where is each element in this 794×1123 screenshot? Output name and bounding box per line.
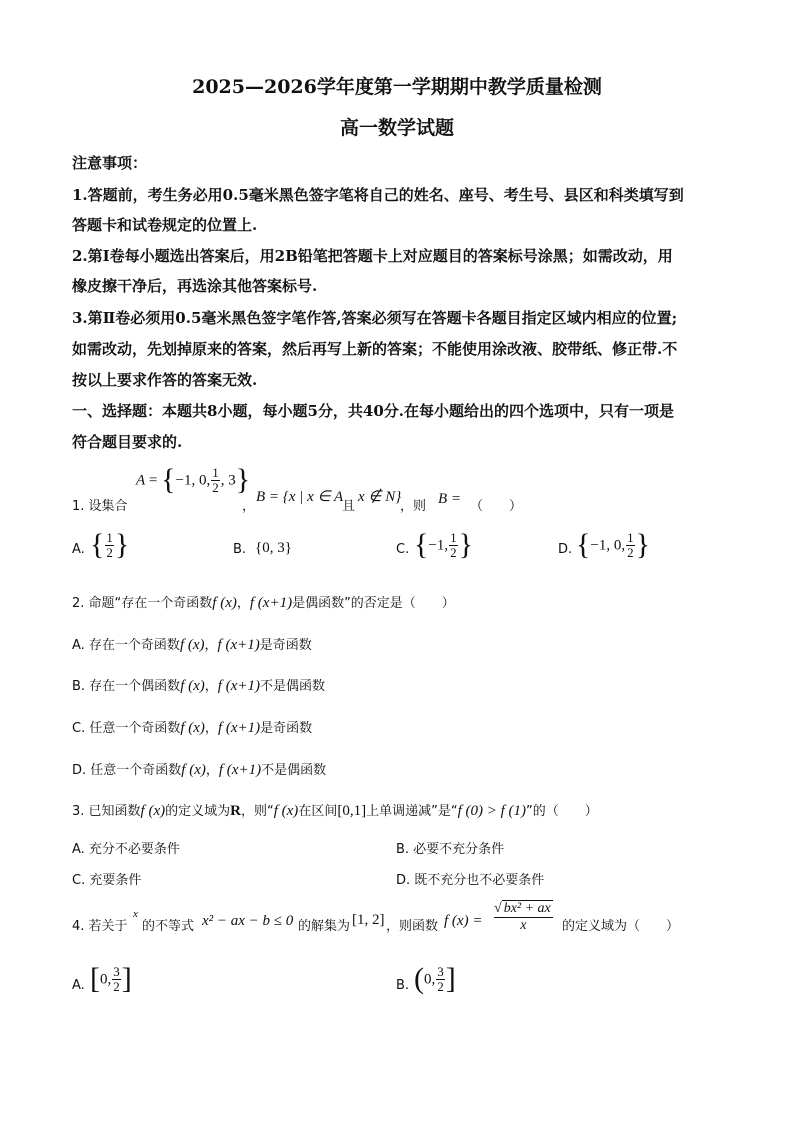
note-3-line-3: 按以上要求作答的答案无效. bbox=[72, 371, 258, 389]
q3-option-b[interactable]: B. 必要不充分条件 bbox=[396, 842, 505, 857]
note-2-line-2: 橡皮擦干净后，再选涂其他答案标号. bbox=[72, 277, 318, 295]
q2-option-b[interactable]: B. 存在一个偶函数f (x)，f (x+1)不是偶函数 bbox=[72, 678, 325, 694]
exam-page: 2025—2026学年度第一学期期中教学质量检测 高一数学试题 注意事项： 1.答题前，考生务必用0.5毫米黑色签字笔将自己的姓名、座号、考生号、县区和科类填写到 答题卡和试卷规定的位置上. 2.第Ⅰ卷每小题选出答案后，用2B铅笔把答题卡上对应题目的答案标号涂黑；如需改动，用 橡皮擦干净后，再选涂其他答案标号. 3.第Ⅱ卷必须用0.5毫米黑色签字笔作答,答案必须写在答题卡各题目指定区域内相应的位置; 如需改动，先划掉原来的答案，然后再写上新的答案；不能使用涂改液、胶带纸、修正带.不 按以上要求作答的答案无效. 一、选择题：本题共8小题，每小题5分，共40分.在每小题给出的四个选项中，只有一项是 符合题目要求的. 1. 设集合 A = {−1, 0, $\frac{1}{2}$ , 3} ， B = {x | x ∈ A 且 x ∉ N} ，则 B = （ ） A. { $\frac{1}{2}$ } B. {0, 3} C. {−1, $\frac{1}{2}$ } D. {−1, 0, $\frac{1}{2}$ } 2. 命题“存在一个奇函数f (x)，f (x+1)是偶函数”的否定是（ ） A. 存在一个奇函数f (x)，f (x+1)是奇函数 B. 存在一个偶函数f (x)，f (x+1)不是偶函数 C. 任意一个奇函数f (x)，f (x+1)是奇函数 D. 任意一个奇函数f (x)，f (x+1)不是偶函数 3. 已知函数f (x)的定义域为R，则“f (x)在区间[0,1]上单调递减”是“f (0) > f (1)”的（ ） A. 充分不必要条件 B. 必要不充分条件 C. 充要条件 D. 既不充分也不必要条件 4. 若关于 x 的不等式 x² − ax − b ≤ 0 的解集为 [1, 2] ，则函数 f (x) = √ bx² + ax x 的定义域为（ ） A. [0, $\frac{3}{2}$ ] B. (0, $\frac{3}{2}$ ] bbox=[0, 0, 794, 1123]
note-1-line-1: 1.答题前，考生务必用0.5毫米黑色签字笔将自己的姓名、座号、考生号、县区和科类填写到 bbox=[72, 186, 684, 204]
note-1-line-2: 答题卡和试卷规定的位置上. bbox=[72, 216, 258, 234]
notes-heading: 注意事项： bbox=[72, 154, 148, 172]
q2-option-c[interactable]: C. 任意一个奇函数f (x)，f (x+1)是奇函数 bbox=[72, 720, 313, 736]
q2-option-d[interactable]: D. 任意一个奇函数f (x)，f (x+1)不是偶函数 bbox=[72, 762, 327, 778]
q1-condition: x ∉ N} bbox=[358, 489, 402, 505]
q4-function-fraction: √ bx² + ax x bbox=[494, 901, 551, 933]
q1-set-a: A = {−1, 0, $\frac{1}{2}$ , 3} bbox=[136, 463, 251, 496]
exam-title: 2025—2026学年度第一学期期中教学质量检测 bbox=[192, 76, 602, 98]
section-1-line-2: 符合题目要求的. bbox=[72, 433, 183, 451]
q2-option-a[interactable]: A. 存在一个奇函数f (x)，f (x+1)是奇函数 bbox=[72, 637, 312, 653]
note-3-line-2: 如需改动，先划掉原来的答案，然后再写上新的答案；不能使用涂改液、胶带纸、修正带.不 bbox=[72, 340, 678, 358]
q3-option-c[interactable]: C. 充要条件 bbox=[72, 873, 142, 888]
q1-prefix: 1. 设集合 bbox=[72, 499, 128, 514]
question-2-stem: 2. 命题“存在一个奇函数f (x)，f (x+1)是偶函数”的否定是（ ） bbox=[72, 595, 455, 611]
q1-half-fraction: $\frac{1}{2}$ bbox=[212, 464, 219, 495]
section-1-line-1: 一、选择题：本题共8小题，每小题5分，共40分.在每小题给出的四个选项中，只有一项是 bbox=[72, 402, 674, 420]
q3-option-a[interactable]: A. 充分不必要条件 bbox=[72, 842, 180, 857]
q1-set-b: B = {x | x ∈ A bbox=[256, 489, 344, 505]
note-2-line-1: 2.第Ⅰ卷每小题选出答案后，用2B铅笔把答题卡上对应题目的答案标号涂黑；如需改动，用 bbox=[72, 247, 673, 265]
exam-subtitle: 高一数学试题 bbox=[339, 117, 454, 139]
q3-option-d[interactable]: D. 既不充分也不必要条件 bbox=[396, 873, 545, 888]
note-3-line-1: 3.第Ⅱ卷必须用0.5毫米黑色签字笔作答,答案必须写在答题卡各题目指定区域内相应的位置; bbox=[72, 309, 678, 327]
q1-answer-paren: （ ） bbox=[470, 499, 523, 514]
question-3-stem: 3. 已知函数f (x)的定义域为R，则“f (x)在区间[0,1]上单调递减”是“f (0) > f (1)”的（ ） bbox=[72, 803, 598, 819]
